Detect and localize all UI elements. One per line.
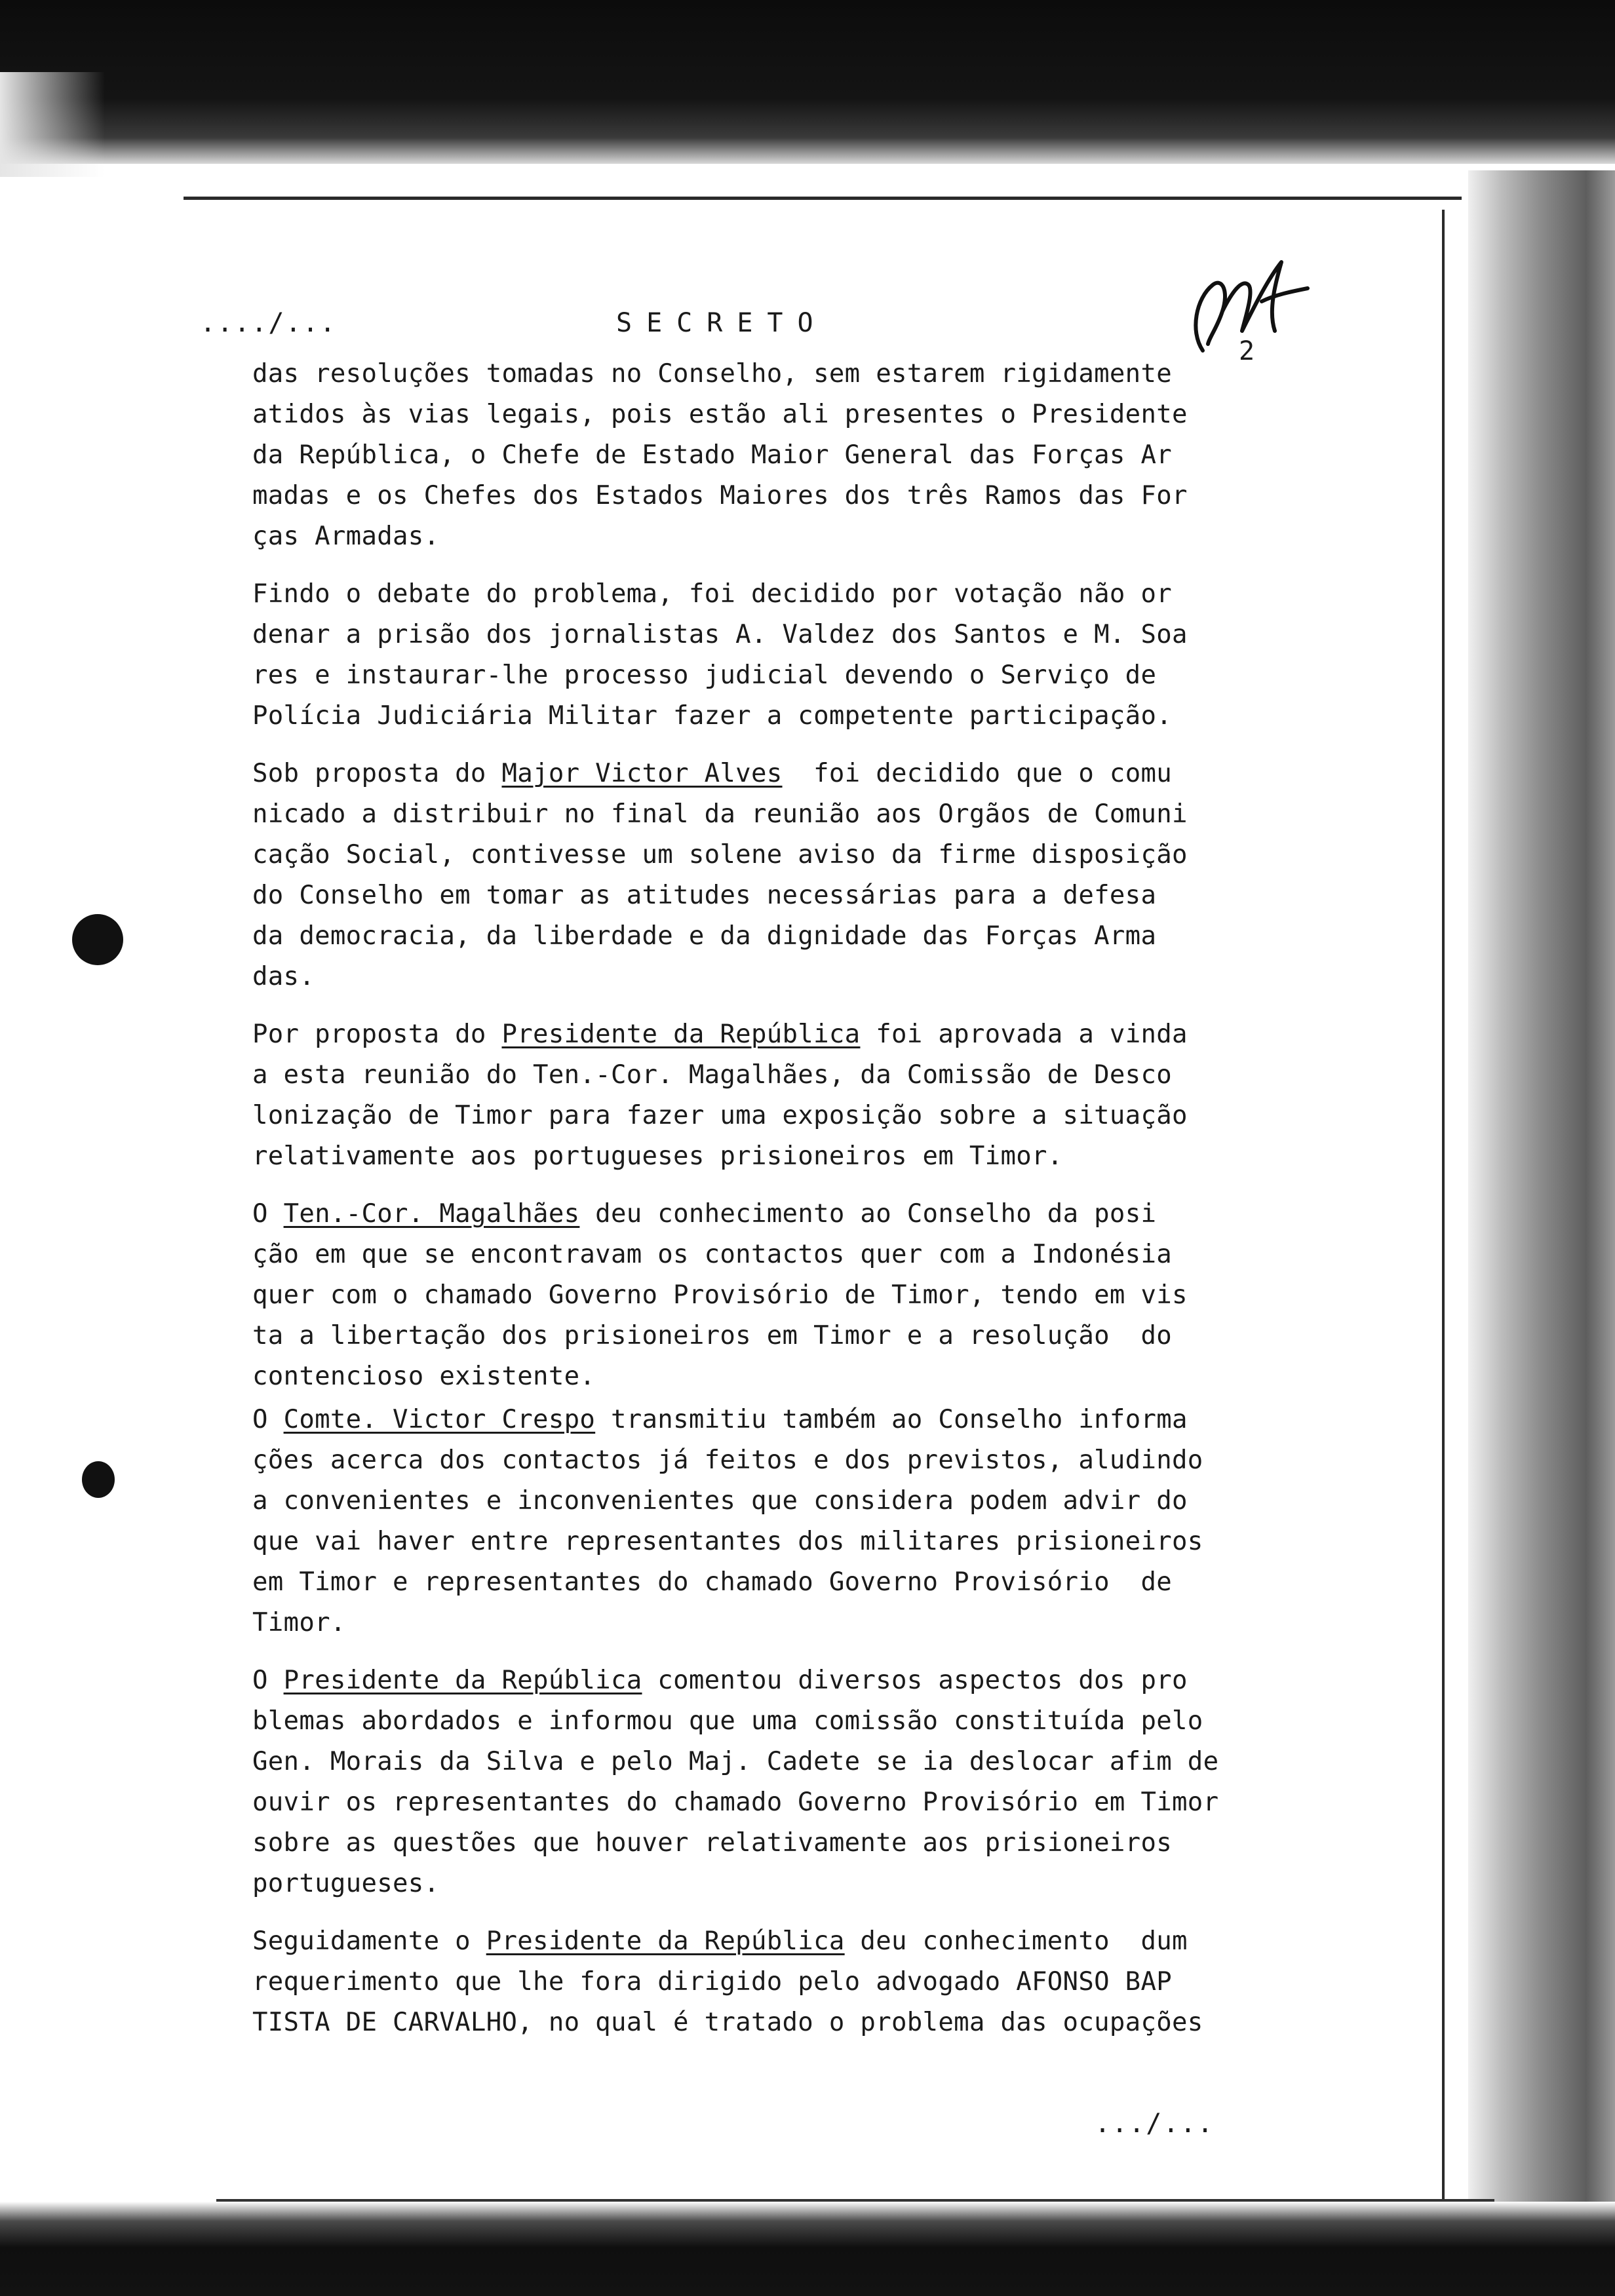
- text-segment: ouvir os representantes do chamado Governo Provisório em Timor: [252, 1788, 1219, 1817]
- text-line: [252, 1521, 1288, 1562]
- scan-border-right: [1468, 170, 1615, 2221]
- text-line: [252, 1782, 1288, 1823]
- text-line: [252, 1921, 1288, 1962]
- text-segment: transmitiu também ao Conselho informa: [595, 1405, 1188, 1434]
- text-segment: atidos às vias legais, pois estão ali presentes o Presidente: [252, 400, 1188, 429]
- text-line: [252, 516, 1288, 557]
- text-segment: comentou diversos aspectos dos pro: [642, 1666, 1188, 1695]
- text-line: [252, 1356, 1288, 1397]
- page-edge-top: [184, 197, 1462, 200]
- paragraph: [252, 354, 1288, 557]
- text-line: [252, 754, 1288, 794]
- text-segment: madas e os Chefes dos Estados Maiores dos três Ramos das For: [252, 481, 1188, 510]
- text-segment: denar a prisão dos jornalistas A. Valdez dos Santos e M. Soa: [252, 620, 1188, 649]
- text-line: [252, 1096, 1288, 1136]
- underlined-name: Ten.-Cor. Magalhães: [283, 1199, 580, 1229]
- text-line: [252, 2002, 1288, 2043]
- paragraph: [252, 754, 1288, 997]
- punch-hole: [82, 1461, 115, 1498]
- text-segment: Seguidamente o: [252, 1926, 486, 1956]
- text-segment: Polícia Judiciária Militar fazer a competente participação.: [252, 701, 1173, 731]
- text-segment: deu conhecimento ao Conselho da posi: [579, 1199, 1157, 1229]
- text-line: [252, 1234, 1288, 1275]
- classification-label: SECRETO: [616, 308, 828, 338]
- text-line: [252, 957, 1288, 997]
- text-line: [252, 1055, 1288, 1096]
- paragraph: [252, 574, 1288, 737]
- text-segment: lonização de Timor para fazer uma exposição sobre a situação: [252, 1101, 1188, 1130]
- text-line: [252, 574, 1288, 615]
- text-segment: ções acerca dos contactos já feitos e dos previstos, aludindo: [252, 1445, 1203, 1475]
- text-segment: requerimento que lhe fora dirigido pelo advogado AFONSO BAP: [252, 1967, 1173, 1997]
- text-segment: a esta reunião do Ten.-Cor. Magalhães, da Comissão de Desco: [252, 1060, 1173, 1090]
- text-segment: res e instaurar-lhe processo judicial devendo o Serviço de: [252, 660, 1157, 690]
- text-line: [252, 655, 1288, 696]
- text-segment: O: [252, 1666, 284, 1695]
- text-segment: do Conselho em tomar as atitudes necessárias para a defesa: [252, 881, 1157, 910]
- text-segment: foi aprovada a vinda: [860, 1020, 1188, 1049]
- underlined-name: Presidente da República: [486, 1926, 845, 1956]
- text-line: [252, 916, 1288, 957]
- text-line: [252, 1275, 1288, 1316]
- paragraph: [252, 1194, 1288, 1397]
- text-line: [252, 1136, 1288, 1177]
- text-segment: relativamente aos portugueses prisioneiros em Timor.: [252, 1141, 1063, 1171]
- text-segment: ças Armadas.: [252, 522, 440, 551]
- text-line: [252, 794, 1288, 835]
- text-segment: que vai haver entre representantes dos militares prisioneiros: [252, 1527, 1203, 1556]
- text-line: [252, 696, 1288, 737]
- text-segment: Gen. Morais da Silva e pelo Maj. Cadete se ia deslocar afim de: [252, 1747, 1219, 1776]
- page-header: [0, 308, 1615, 366]
- text-segment: portugueses.: [252, 1869, 440, 1898]
- text-segment: das.: [252, 962, 315, 991]
- text-line: [252, 1481, 1288, 1521]
- text-segment: Timor.: [252, 1608, 346, 1637]
- text-segment: O: [252, 1405, 284, 1434]
- text-line: [252, 394, 1288, 435]
- text-line: [252, 1400, 1288, 1440]
- text-segment: a convenientes e inconvenientes que considera podem advir do: [252, 1486, 1188, 1516]
- text-segment: em Timor e representantes do chamado Governo Provisório de: [252, 1567, 1173, 1597]
- text-line: [252, 1603, 1288, 1643]
- underlined-name: Presidente da República: [501, 1020, 861, 1049]
- text-line: [252, 1194, 1288, 1234]
- scan-border-bottom: [0, 2202, 1615, 2296]
- text-line: [252, 1316, 1288, 1356]
- scan-border-fade: [0, 72, 105, 177]
- paragraph: [252, 1400, 1288, 1643]
- underlined-name: Presidente da República: [283, 1666, 642, 1695]
- text-line: [252, 435, 1288, 476]
- paragraph: [252, 1014, 1288, 1177]
- text-line: [252, 476, 1288, 516]
- continuation-marker-bottom: .../...: [1095, 2109, 1215, 2139]
- text-line: [252, 1864, 1288, 1904]
- text-line: [252, 1962, 1288, 2002]
- text-line: [252, 875, 1288, 916]
- text-segment: foi decidido que o comu: [782, 759, 1173, 788]
- document-body: [252, 354, 1288, 2060]
- text-segment: ta a libertação dos prisioneiros em Timor e a resolução do: [252, 1321, 1173, 1350]
- text-segment: O: [252, 1199, 284, 1229]
- text-segment: Por proposta do: [252, 1020, 502, 1049]
- text-line: [252, 1440, 1288, 1481]
- punch-hole: [72, 914, 123, 965]
- text-segment: cação Social, contivesse um solene aviso da firme disposição: [252, 840, 1188, 870]
- text-line: [252, 1014, 1288, 1055]
- text-segment: blemas abordados e informou que uma comissão constituída pelo: [252, 1706, 1203, 1736]
- underlined-name: Major Victor Alves: [501, 759, 783, 788]
- text-line: [252, 1823, 1288, 1864]
- text-segment: das resoluções tomadas no Conselho, sem estarem rigidamente: [252, 359, 1173, 389]
- text-segment: TISTA DE CARVALHO, no qual é tratado o problema das ocupações: [252, 2008, 1203, 2037]
- paragraph: [252, 1921, 1288, 2043]
- text-segment: da República, o Chefe de Estado Maior General das Forças Ar: [252, 440, 1173, 470]
- paragraph: [252, 1660, 1288, 1904]
- text-line: [252, 615, 1288, 655]
- text-segment: Sob proposta do: [252, 759, 502, 788]
- text-segment: da democracia, da liberdade e da dignidade das Forças Arma: [252, 921, 1157, 951]
- page-number: 2: [1239, 336, 1255, 366]
- text-segment: sobre as questões que houver relativamente aos prisioneiros: [252, 1828, 1173, 1858]
- text-segment: deu conhecimento dum: [844, 1926, 1188, 1956]
- text-line: [252, 1701, 1288, 1742]
- text-segment: ção em que se encontravam os contactos quer com a Indonésia: [252, 1240, 1173, 1269]
- text-line: [252, 1660, 1288, 1701]
- text-segment: contencioso existente.: [252, 1362, 596, 1391]
- text-line: [252, 354, 1288, 394]
- text-segment: Findo o debate do problema, foi decidido por votação não or: [252, 579, 1173, 609]
- text-segment: nicado a distribuir no final da reunião aos Orgãos de Comuni: [252, 799, 1188, 829]
- scan-border-top: [0, 0, 1615, 164]
- text-line: [252, 835, 1288, 875]
- page-edge-right: [1442, 210, 1445, 2215]
- text-line: [252, 1742, 1288, 1782]
- text-segment: quer com o chamado Governo Provisório de Timor, tendo em vis: [252, 1280, 1188, 1310]
- continuation-marker: ..../...: [200, 308, 337, 338]
- underlined-name: Comte. Victor Crespo: [283, 1405, 596, 1434]
- text-line: [252, 1562, 1288, 1603]
